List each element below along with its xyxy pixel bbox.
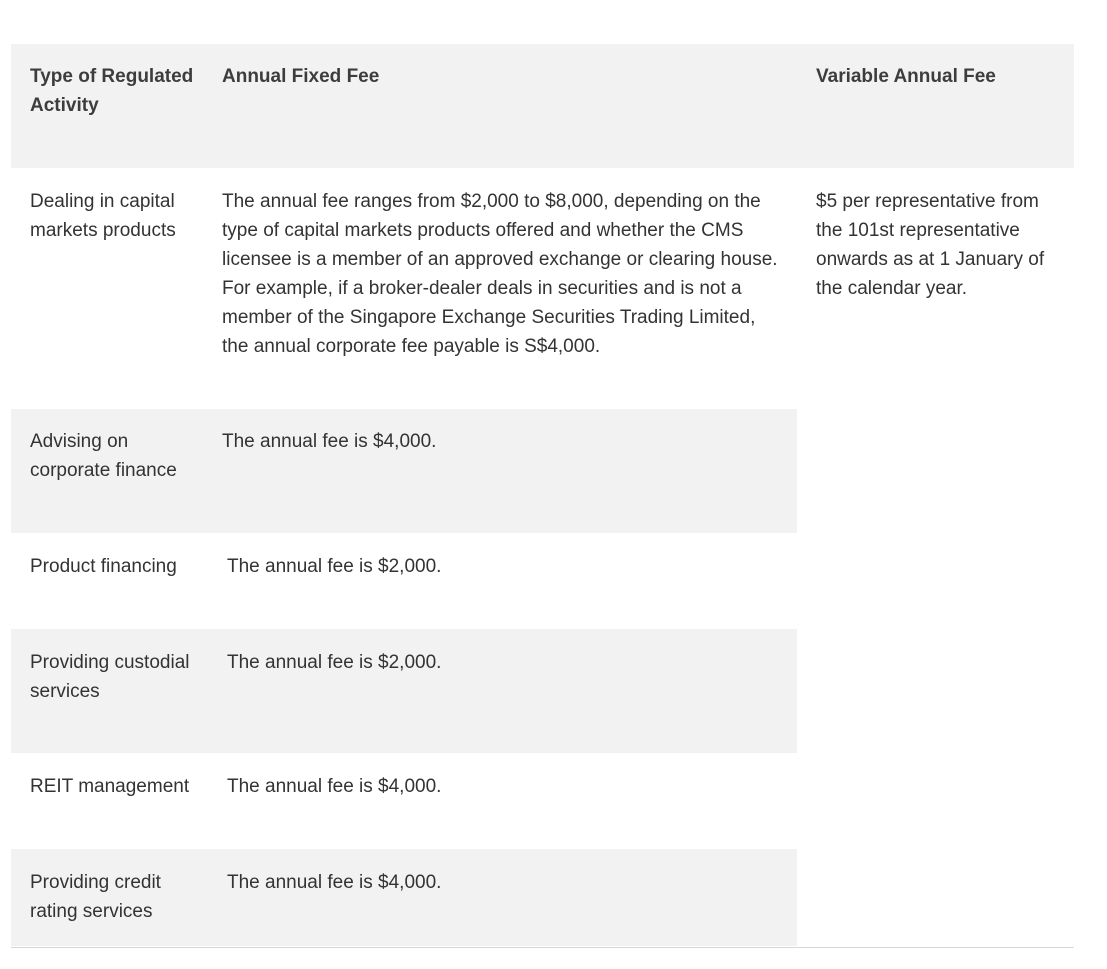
table-row (11, 753, 1074, 849)
activity-cell: Providing custodial services (30, 652, 190, 702)
activity-cell: Product financing (30, 556, 177, 577)
activity-cell: Dealing in capital markets products (30, 191, 176, 241)
table-row (11, 168, 1074, 409)
table-header-row (11, 44, 1074, 168)
table-row (11, 849, 1074, 946)
fixed-fee-cell: The annual fee is $4,000. (227, 872, 442, 893)
activity-cell: Providing credit rating services (30, 872, 161, 922)
table-row (11, 409, 1074, 533)
activity-cell: REIT management (30, 776, 190, 797)
table-row (11, 629, 1074, 753)
fixed-fee-cell: The annual fee ranges from $2,000 to $8,000, depending on the type of capital markets products offered and whether the CMS licensee is a member of an approved exchange or clearing house. For example, if a broker-dealer deals in securities and is not a member of the Singapore Exchange Securities Trading Limited, the annual corporate fee payable is S$4,000. (222, 191, 778, 357)
fixed-fee-cell: The annual fee is $4,000. (227, 776, 442, 797)
fixed-fee-cell: The annual fee is $2,000. (227, 556, 442, 577)
variable-fee-cell: $5 per representative from the 101st representative onwards as at 1 January of the calendar year. (816, 191, 1045, 299)
header-fixed-fee: Annual Fixed Fee (222, 66, 380, 87)
header-activity: Type of Regulated Activity (30, 66, 194, 116)
fixed-fee-cell: The annual fee is $2,000. (227, 652, 442, 673)
activity-cell: Advising on corporate finance (30, 431, 177, 481)
fixed-fee-cell: The annual fee is $4,000. (222, 431, 437, 452)
table-row (11, 533, 1074, 629)
fee-table (11, 44, 1074, 948)
header-variable-fee: Variable Annual Fee (816, 66, 996, 87)
